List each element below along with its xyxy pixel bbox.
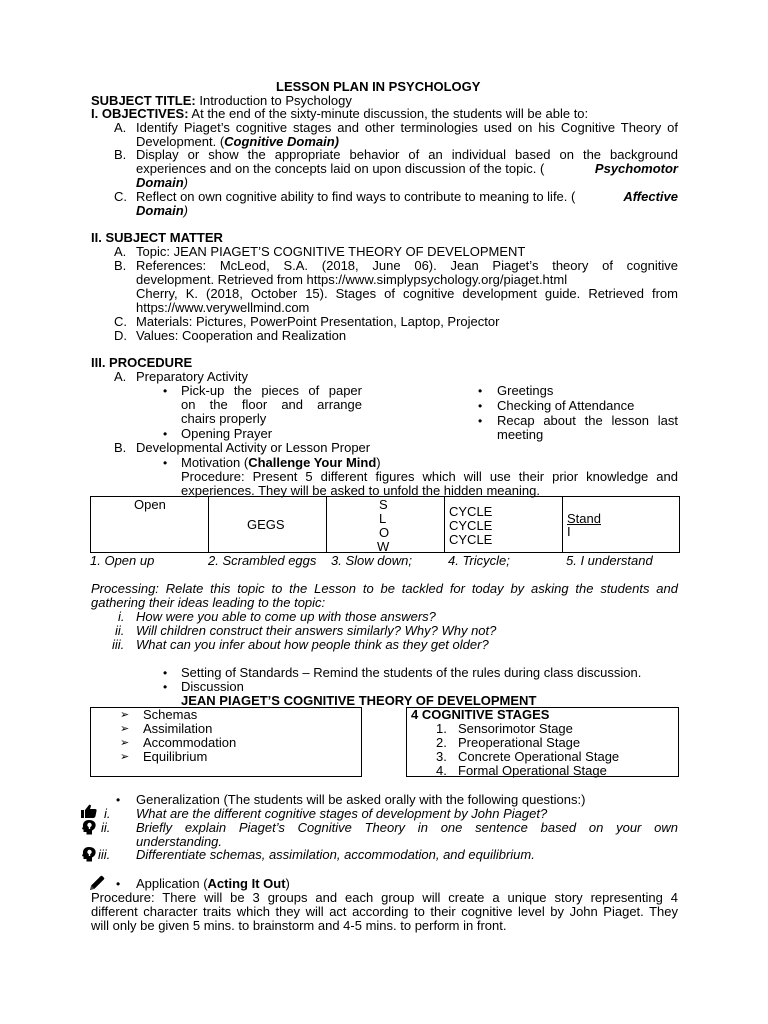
puzzle-cell-4 <box>444 496 563 553</box>
bullet-dot: • <box>478 414 483 428</box>
references-line2: development. Retrieved from https://www.simplypsychology.org/piaget.html <box>136 272 568 287</box>
stage-4-text: Formal Operational Stage <box>458 763 607 778</box>
gen-question-ii-line1: Briefly explain Piaget’s Cognitive Theory in one sentence based on your own <box>136 820 678 835</box>
application-procedure-line2: different character traits which they will act according to their cognitive level by John Piaget. They <box>91 904 678 919</box>
thumbs-up-icon <box>81 804 97 818</box>
question-ii-text: Will children construct their answers similarly? Why? Why not? <box>136 623 497 638</box>
stage-2-text: Preoperational Stage <box>458 735 581 750</box>
application-post: ) <box>285 876 290 891</box>
head-lightbulb-icon <box>81 819 97 835</box>
concept-equilibrium: Equilibrium <box>143 749 208 764</box>
question-ii-num: ii. <box>115 623 125 638</box>
prep-bullet-1-line3: chairs properly <box>181 411 267 426</box>
puzzle-cell-3 <box>326 496 445 553</box>
objectives-heading: I. OBJECTIVES: <box>91 106 189 121</box>
procedure-heading: III. PROCEDURE <box>91 355 193 370</box>
bullet-dot: • <box>478 399 483 413</box>
application-line <box>136 877 290 891</box>
prep-right-bullet-1: Greetings <box>497 383 554 398</box>
objective-c-line2 <box>136 204 188 218</box>
arrow-bullet-icon: ➢ <box>120 709 130 721</box>
motivation-line <box>181 456 381 470</box>
puzzle-cycle-3: CYCLE <box>449 532 493 547</box>
puzzle-letter-l: L <box>379 511 387 526</box>
objective-b-tail: ) <box>183 175 189 190</box>
document-title: LESSON PLAN IN PSYCHOLOGY <box>276 79 481 94</box>
objective-b-line1: Display or show the appropriate behavior of an individual based on the background <box>136 147 678 162</box>
puzzle-cell-5 <box>562 496 680 553</box>
topic-text: Topic: JEAN PIAGET’S COGNITIVE THEORY OF DEVELOPMENT <box>136 244 526 259</box>
values-letter: D. <box>114 328 127 343</box>
stage-3-num: 3. <box>436 749 447 764</box>
objective-c-letter: C. <box>114 189 127 204</box>
references-letter: B. <box>114 258 127 273</box>
objective-c-domain-2: Domain <box>136 203 184 218</box>
motivation-pre: Motivation ( <box>181 455 249 470</box>
prep-bullet-1-line2: on the floor and arrange <box>181 397 362 412</box>
bullet-dot: • <box>163 427 168 441</box>
developmental-text: Developmental Activity or Lesson Proper <box>136 440 371 455</box>
motivation-procedure-line2: experiences. They will be asked to unfold the hidden meaning. <box>181 483 540 498</box>
answer-3: 3. Slow down; <box>331 553 412 568</box>
bullet-dot: • <box>163 666 168 680</box>
objective-c-text: Reflect on own cognitive ability to find ways to contribute to meaning to life. ( <box>136 189 576 204</box>
puzzle-cell-1 <box>90 496 209 553</box>
bullet-dot: • <box>163 456 168 470</box>
stage-1-text: Sensorimotor Stage <box>458 721 573 736</box>
gen-question-ii-num: ii. <box>101 820 111 835</box>
application-bold: Acting It Out <box>207 876 286 891</box>
concept-assimilation: Assimilation <box>143 721 213 736</box>
puzzle-open: Open <box>134 497 166 512</box>
question-iii-num: iii. <box>112 637 125 652</box>
arrow-bullet-icon: ➢ <box>120 751 130 763</box>
objective-b-text: experiences and on the concepts laid on upon discussion of the topic. ( <box>136 161 545 176</box>
objective-b-domain-2: Domain <box>136 175 184 190</box>
stage-3-text: Concrete Operational Stage <box>458 749 620 764</box>
objective-c-tail: ) <box>183 203 189 218</box>
references-line3: Cherry, K. (2018, October 15). Stages of cognitive development guide. Retrieved from <box>136 286 678 301</box>
bullet-dot: • <box>163 384 168 398</box>
puzzle-cell-2 <box>208 496 327 553</box>
preparatory-text: Preparatory Activity <box>136 369 248 384</box>
application-pre: Application ( <box>136 876 208 891</box>
discussion-label: Discussion <box>181 679 244 694</box>
theory-title: JEAN PIAGET’S COGNITIVE THEORY OF DEVELOPMENT <box>181 693 537 708</box>
puzzle-cycle-2: CYCLE <box>449 518 493 533</box>
stages-title: 4 COGNITIVE STAGES <box>411 707 550 722</box>
gen-question-iii-text: Differentiate schemas, assimilation, accommodation, and equilibrium. <box>136 847 535 862</box>
materials-text: Materials: Pictures, PowerPoint Presentation, Laptop, Projector <box>136 314 500 329</box>
materials-letter: C. <box>114 314 127 329</box>
prep-bullet-1-line1: Pick-up the pieces of paper <box>181 383 362 398</box>
prep-bullet-2: Opening Prayer <box>181 426 273 441</box>
objective-b-letter: B. <box>114 147 127 162</box>
puzzle-letter-o: O <box>379 525 390 540</box>
objective-b-domain: Psychomotor <box>594 161 678 176</box>
gen-question-i-text: What are the different cognitive stages of development by John Piaget? <box>136 806 548 821</box>
subject-title-value: Introduction to Psychology <box>195 93 352 108</box>
prep-right-bullet-3-line2: meeting <box>497 427 544 442</box>
setting-of-standards: Setting of Standards – Remind the students of the rules during class discussion. <box>181 665 642 680</box>
concept-accommodation: Accommodation <box>143 735 237 750</box>
motivation-bold: Challenge Your Mind <box>248 455 377 470</box>
subject-title-label: SUBJECT TITLE: <box>91 93 196 108</box>
concept-schemas: Schemas <box>143 707 198 722</box>
objectives-heading-line <box>91 107 588 121</box>
references-line1: References: McLeod, S.A. (2018, June 06). Jean Piaget’s theory of cognitive <box>136 258 678 273</box>
head-lightbulb-icon <box>81 846 97 862</box>
puzzle-cycle-1: CYCLE <box>449 504 493 519</box>
bullet-dot: • <box>163 680 168 694</box>
values-text: Values: Cooperation and Realization <box>136 328 347 343</box>
arrow-bullet-icon: ➢ <box>120 723 130 735</box>
objective-a-line1: Identify Piaget’s cognitive stages and other terminologies used on his Cognitive Theory of <box>136 120 678 135</box>
answer-1: 1. Open up <box>90 553 155 568</box>
puzzle-letter-w: W <box>377 539 390 554</box>
topic-letter: A. <box>114 244 127 259</box>
prep-right-bullet-3-line1: Recap about the lesson last <box>497 413 678 428</box>
stage-1-num: 1. <box>436 721 447 736</box>
question-i-text: How were you able to come up with those answers? <box>136 609 436 624</box>
preparatory-letter: A. <box>114 369 127 384</box>
puzzle-letter-s: S <box>379 497 388 512</box>
objective-c-line1 <box>136 190 678 204</box>
gen-question-i-num: i. <box>104 806 111 821</box>
objective-c-domain: Affective <box>623 189 678 204</box>
answer-4: 4. Tricycle; <box>448 553 510 568</box>
prep-right-bullet-2: Checking of Attendance <box>497 398 635 413</box>
bullet-dot: • <box>116 793 121 807</box>
processing-line1: Processing: Relate this topic to the Lesson to be tackled for today by asking the students and <box>91 581 678 596</box>
answer-5: 5. I understand <box>566 553 653 568</box>
motivation-post: ) <box>376 455 381 470</box>
answer-2: 2. Scrambled eggs <box>208 553 317 568</box>
processing-line2: gathering their ideas leading to the topic: <box>91 595 326 610</box>
bullet-dot: • <box>478 384 483 398</box>
bullet-dot: • <box>116 877 121 891</box>
gen-question-iii-num: iii. <box>98 847 111 862</box>
gen-question-ii-line2: understanding. <box>136 834 223 849</box>
objective-b-line2 <box>136 162 678 176</box>
stage-4-num: 4. <box>436 763 447 778</box>
puzzle-i: I <box>567 524 571 539</box>
application-procedure-line1: Procedure: There will be 3 groups and each group will create a unique story representing 4 <box>91 890 678 905</box>
question-iii-text: What can you infer about how people think as they get older? <box>136 637 489 652</box>
objectives-intro: At the end of the sixty-minute discussion, the students will be able to: <box>188 106 589 121</box>
generalization-text: Generalization (The students will be asked orally with the following questions:) <box>136 792 586 807</box>
developmental-letter: B. <box>114 440 127 455</box>
references-line4: https://www.verywellmind.com <box>136 300 310 315</box>
stage-2-num: 2. <box>436 735 447 750</box>
subject-matter-heading: II. SUBJECT MATTER <box>91 230 223 245</box>
arrow-bullet-icon: ➢ <box>120 737 130 749</box>
puzzle-stand: Stand <box>567 511 601 526</box>
objective-b-line3 <box>136 176 188 190</box>
objective-a-domain: Cognitive Domain) <box>224 134 339 149</box>
objective-a-letter: A. <box>114 120 127 135</box>
question-i-num: i. <box>118 609 125 624</box>
motivation-procedure-line1: Procedure: Present 5 different figures which will use their prior knowledge and <box>181 469 678 484</box>
puzzle-gegs: GEGS <box>247 517 285 532</box>
application-procedure-line3: will only be given 5 mins. to brainstorm and 4-5 mins. to perform in front. <box>91 918 507 933</box>
objective-a-text: Development. ( <box>136 134 225 149</box>
